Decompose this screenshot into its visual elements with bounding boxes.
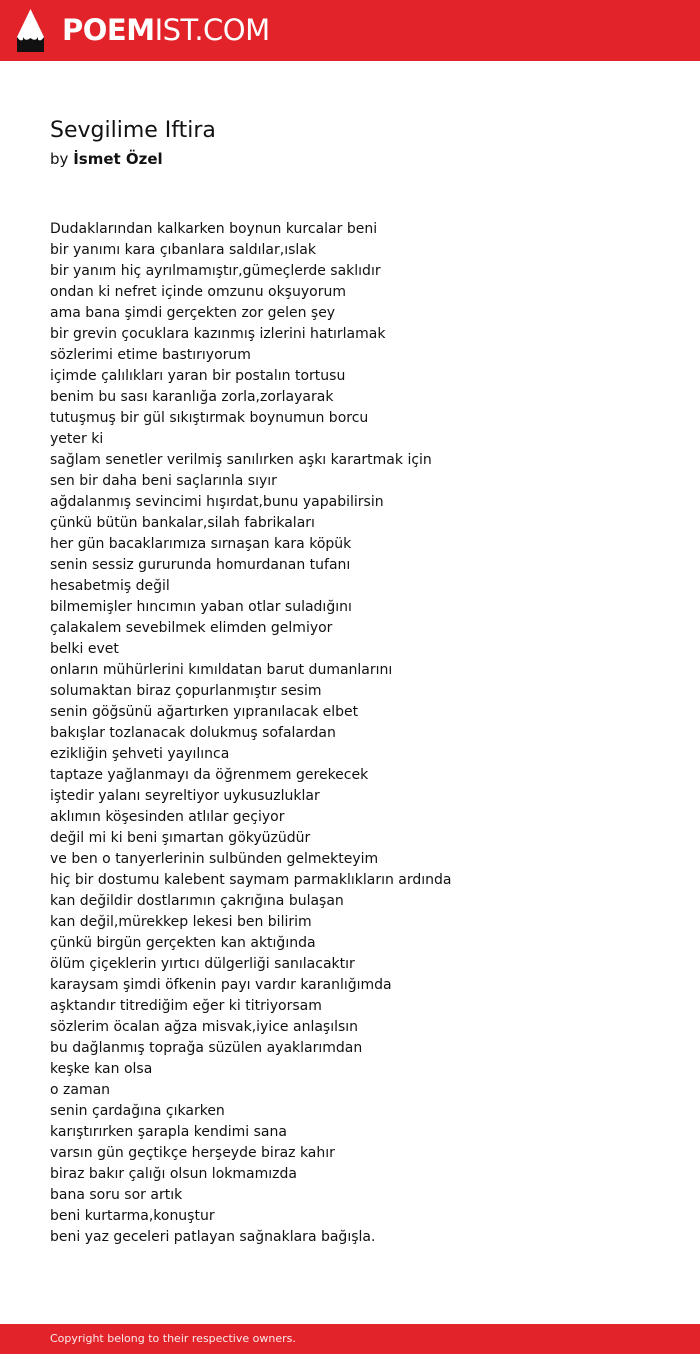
poem-line: bilmemişler hıncımın yaban otlar suladığını (50, 599, 352, 615)
poem-line: biraz bakır çalığı olsun lokmamızda (50, 1166, 297, 1182)
poem-line: sözlerimi etime bastırıyorum (50, 347, 251, 363)
poem-line: hiç bir dostumu kalebent saymam parmaklıkların ardında (50, 872, 452, 888)
poem-line: ezikliğin şehveti yayılınca (50, 746, 230, 762)
poem-line: bir grevin çocuklara kazınmış izlerini hatırlamak (50, 326, 386, 342)
poem-body (50, 219, 670, 1248)
site-header (0, 0, 700, 61)
poem-line: karaysam şimdi öfkenin payı vardır karanlığımda (50, 977, 392, 993)
poem-line: sağlam senetler verilmiş sanılırken aşkı karartmak için (50, 452, 432, 468)
poem-line: aklımın köşesinden atlılar geçiyor (50, 809, 285, 825)
logo-light-text: IST.COM (154, 13, 270, 47)
by-label: by (50, 150, 69, 168)
poem-line: bu dağlanmış toprağa süzülen ayaklarımdan (50, 1040, 363, 1056)
poem-line: senin çardağına çıkarken (50, 1103, 225, 1119)
copyright-text: Copyright belong to their respective owners. (50, 1332, 296, 1345)
poem-line: onların mühürlerini kımıldatan barut dumanlarını (50, 662, 393, 678)
poem-line: ve ben o tanyerlerinin sulbünden gelmekteyim (50, 851, 379, 867)
poem-line: aşktandır titrediğim eğer ki titriyorsam (50, 998, 322, 1014)
poem-line: taptaze yağlanmayı da öğrenmem gerekecek (50, 767, 369, 783)
poem-title: Sevgilime Iftira (50, 118, 216, 143)
poem-line: kan değildir dostlarımın çakrığına bulaşan (50, 893, 344, 909)
logo-bold-text: POEM (62, 13, 155, 47)
poem-line: senin sessiz gururunda homurdanan tufanı (50, 557, 351, 573)
poem-line: içimde çalılıkları yaran bir postalın tortusu (50, 368, 346, 384)
poem-line: keşke kan olsa (50, 1061, 153, 1077)
poem-line: karıştırırken şarapla kendimi sana (50, 1124, 287, 1140)
poem-line: beni yaz geceleri patlayan sağnaklara bağışla. (50, 1229, 376, 1245)
author-name[interactable]: İsmet Özel (73, 150, 163, 168)
site-footer (0, 1324, 700, 1354)
poem-line: varsın gün geçtikçe herşeyde biraz kahır (50, 1145, 335, 1161)
poem-line: senin göğsünü ağartırken yıpranılacak elbet (50, 704, 359, 720)
poem-line: ağdalanmış sevincimi hışırdat,bunu yapabilirsin (50, 494, 384, 510)
poem-line: ondan ki nefret içinde omzunu okşuyorum (50, 284, 346, 300)
poem-line: yeter ki (50, 431, 104, 447)
poem-line: çünkü bütün bankalar,silah fabrikaları (50, 515, 315, 531)
poem-line: bir yanımı kara çıbanlara saldılar,ıslak (50, 242, 316, 258)
poem-line: benim bu sası karanlığa zorla,zorlayarak (50, 389, 334, 405)
poem-line: çalakalem sevebilmek elimden gelmiyor (50, 620, 333, 636)
poem-line: bakışlar tozlanacak dolukmuş sofalardan (50, 725, 336, 741)
poem-line: bana soru sor artık (50, 1187, 183, 1203)
poem-line: her gün bacaklarımıza sırnaşan kara köpük (50, 536, 352, 552)
poem-line: iştedir yalanı seyreltiyor uykusuzluklar (50, 788, 320, 804)
poem-line: ölüm çiçeklerin yırtıcı dülgerliği sanılacaktır (50, 956, 355, 972)
poem-line: değil mi ki beni şımartan gökyüzüdür (50, 830, 311, 846)
poem-line: tutuşmuş bir gül sıkıştırmak boynumun borcu (50, 410, 369, 426)
poem-line: ama bana şimdi gerçekten zor gelen şey (50, 305, 336, 321)
poem-line: çünkü birgün gerçekten kan aktığında (50, 935, 316, 951)
poem-line: beni kurtarma,konuştur (50, 1208, 215, 1224)
site-logo[interactable] (62, 13, 270, 47)
poem-line: solumaktan biraz çopurlanmıştır sesim (50, 683, 322, 699)
poem-line: belki evet (50, 641, 119, 657)
poem-line: bir yanım hiç ayrılmamıştır,gümeçlerde saklıdır (50, 263, 381, 279)
pencil-tip-icon[interactable] (17, 9, 44, 52)
poem-line: sen bir daha beni saçlarınla sıyır (50, 473, 277, 489)
poem-line: kan değil,mürekkep lekesi ben bilirim (50, 914, 312, 930)
byline (50, 149, 163, 169)
poem-line: Dudaklarından kalkarken boynun kurcalar beni (50, 221, 378, 237)
poem-line: hesabetmiş değil (50, 578, 170, 594)
poem-line: o zaman (50, 1082, 111, 1098)
poem-line: sözlerim öcalan ağza misvak,iyice anlaşılsın (50, 1019, 359, 1035)
